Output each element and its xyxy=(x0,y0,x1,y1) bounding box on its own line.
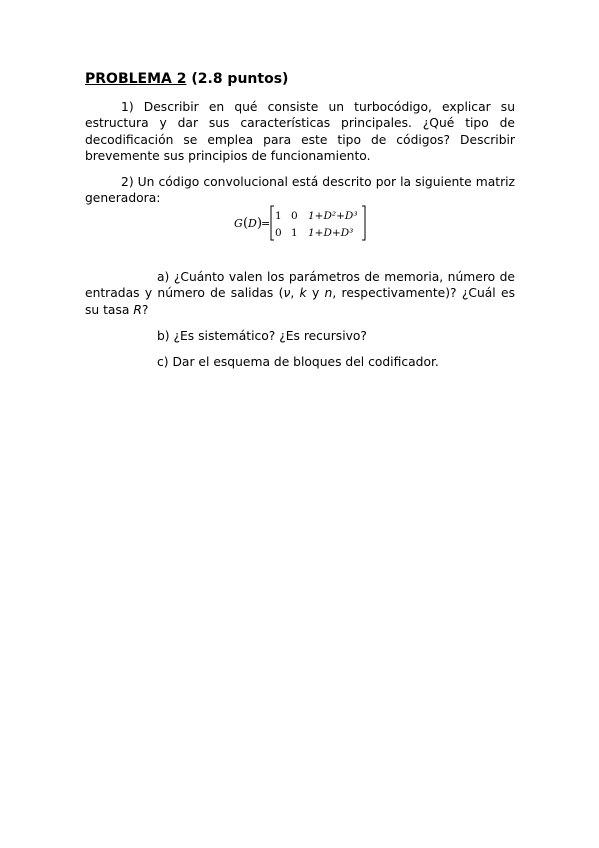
param-nu: ν xyxy=(283,286,291,301)
question-2a-sep-1: , xyxy=(290,286,300,301)
matrix-lhs-close-paren: ) xyxy=(257,216,263,231)
matrix-r1-c3: 1+D²+D³ xyxy=(308,210,358,222)
question-2a xyxy=(85,269,515,318)
question-1: 1) Describir en qué consiste un turbocódigo, explicar su estructura y dar sus características principales. ¿Qué tipo de decodificación se emplea para este tipo de códigos? Describir brevemente sus principios de funcionamiento. xyxy=(85,100,515,163)
question-2-intro: 2) Un código convolucional está descrito por la siguiente matriz generadora: xyxy=(85,175,515,206)
matrix-lhs-open-paren: ( xyxy=(243,216,249,231)
param-r: R xyxy=(133,302,142,317)
question-2a-text-1: a) ¿Cuánto valen los parámetros de memoria, número de entradas y número de salidas ( xyxy=(85,270,515,301)
problem-title-points: (2.8 puntos) xyxy=(186,71,289,87)
problem-title xyxy=(85,71,288,87)
matrix-lhs-d: D xyxy=(248,217,257,230)
param-n: n xyxy=(324,286,333,301)
question-2a-sep-2: y xyxy=(306,286,325,301)
param-k: k xyxy=(299,286,307,301)
matrix-lhs-g: G xyxy=(234,217,243,230)
matrix-r1-c2: 0 xyxy=(291,210,298,222)
question-2a-text-2: , respectivamente)? ¿Cuál es su tasa xyxy=(85,286,515,317)
matrix-right-bracket xyxy=(362,206,365,240)
question-2a-text-3: ? xyxy=(141,302,149,317)
question-2b: b) ¿Es sistemático? ¿Es recursivo? xyxy=(157,329,367,343)
problem-title-main: PROBLEMA 2 xyxy=(85,71,187,87)
matrix-left-bracket xyxy=(271,206,274,240)
matrix-r2-c2: 1 xyxy=(291,227,298,239)
matrix-r2-c1: 0 xyxy=(275,227,282,239)
matrix-equals: = xyxy=(261,217,271,230)
matrix-r2-c3: 1+D+D³ xyxy=(308,227,354,239)
matrix-r1-c1: 1 xyxy=(275,210,282,222)
generator-matrix xyxy=(234,204,369,242)
question-2c: c) Dar el esquema de bloques del codificador. xyxy=(157,355,439,369)
